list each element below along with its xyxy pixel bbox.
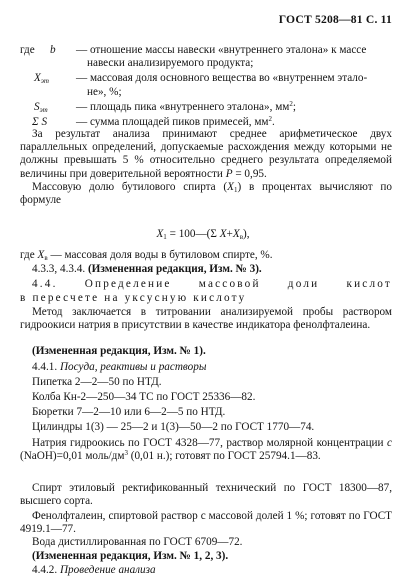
list-item: Цилиндры 1(3) — 25—2 и 1(3)—50—2 по ГОСТ 1770—74. <box>32 421 315 433</box>
symbol-set: $S_{эт}$ <box>34 100 48 114</box>
symbol-sum-s: Σ S <box>32 115 48 128</box>
section-4-4-title-cont: в пересчете на уксусную кислоту <box>20 292 247 304</box>
section-4-4-title: 4.4. Определение массовой доли кислот <box>32 278 392 290</box>
section-4-4-1-heading <box>20 361 392 374</box>
section-4-4-1-title: Посуда, реактивы и растворы <box>59 361 207 373</box>
symbol-b: b <box>50 44 56 56</box>
edit-note-3: (Измененная редакция, Изм. № 1, 2, 3). <box>32 550 229 562</box>
paragraph-formula-intro: Массовую долю бутилового спирта $(X_1)$ в процентах вычисляют по формуле <box>20 181 392 207</box>
list-item: Бюретки 7—2—10 или 6—2—5 по НТД. <box>32 406 226 418</box>
definition-b-text: — отношение массы навески «внутреннего эталона» к массе <box>76 44 367 56</box>
definition-sum-s-text: — сумма площадей пиков примесей, $мм^2$. <box>76 114 275 128</box>
reagent-naoh: Натрия гидроокись по ГОСТ 4328—77, раствор молярной концентрации c (NaOH)=0,01 моль/$дм^3$ (0,01 н.); готовят по ГОСТ 25794.1—83. <box>20 437 392 463</box>
symbol-xet: $X_{эт}$ <box>34 72 49 86</box>
section-4-4-2-heading <box>20 564 392 577</box>
reagent-phenolphthalein: Фенолфталеин, спиртовой раствор с массовой долей 1 %; готовят по ГОСТ 4919.1—77. <box>20 510 392 536</box>
section-4-4-2-title: Проведение анализа <box>59 564 156 576</box>
definition-xet-text-cont: не», %; <box>87 85 122 98</box>
section-4-4-2-num: 4.4.2. <box>32 564 58 576</box>
definition-xet <box>20 72 392 85</box>
list-item: Колба Кн-2—250—34 ТС по ГОСТ 25336—82. <box>32 391 256 403</box>
definition-xet-text: — массовая доля основного вещества во «внутреннем этало- <box>76 72 368 85</box>
reagent-ethanol: Спирт этиловый ректификованный технический по ГОСТ 18300—87, высшего сорта. <box>20 482 392 508</box>
edit-note-1-num: 4.3.3, 4.3.4. <box>32 263 86 275</box>
formula-where: где $X_в$ — массовая доля воды в бутиловом спирте, %. <box>20 249 273 262</box>
edit-note-2: (Измененная редакция, Изм. № 1). <box>32 345 206 357</box>
formula: $X_1$ = 100—(Σ $X+X_в$), <box>156 228 250 241</box>
definition-b <box>20 44 392 57</box>
section-4-4-method: Метод заключается в титровании анализируемой пробы раствором гидроокиси натрия в присутствии в качестве индикатора фенолфталеина. <box>20 306 392 332</box>
definition-set-text: — площадь пика «внутреннего эталона», $мм^2$; <box>76 99 296 113</box>
definition-set <box>20 101 392 114</box>
definition-where: где <box>20 44 35 56</box>
list-item: Пипетка 2—2—50 по НТД. <box>32 376 162 388</box>
definition-b-text-cont: навески анализируемого продукта; <box>87 57 254 70</box>
section-4-4-1-num: 4.4.1. <box>32 361 58 373</box>
reagent-water: Вода дистиллированная по ГОСТ 6709—72. <box>32 536 243 548</box>
edit-note-1-text: (Измененная редакция, Изм. № 3). <box>87 263 262 275</box>
edit-note-1 <box>20 263 392 276</box>
paragraph-result: За результат анализа принимают среднее арифметическое двух параллельных определений, допускаемые расхождения между которыми не должны превышать 5 % относительно среднего результата определяемой величины при доверительной вероятности P = 0,95. <box>20 128 392 180</box>
definitions-list <box>20 44 392 129</box>
page-header: ГОСТ 5208—81 С. 11 <box>278 13 392 26</box>
